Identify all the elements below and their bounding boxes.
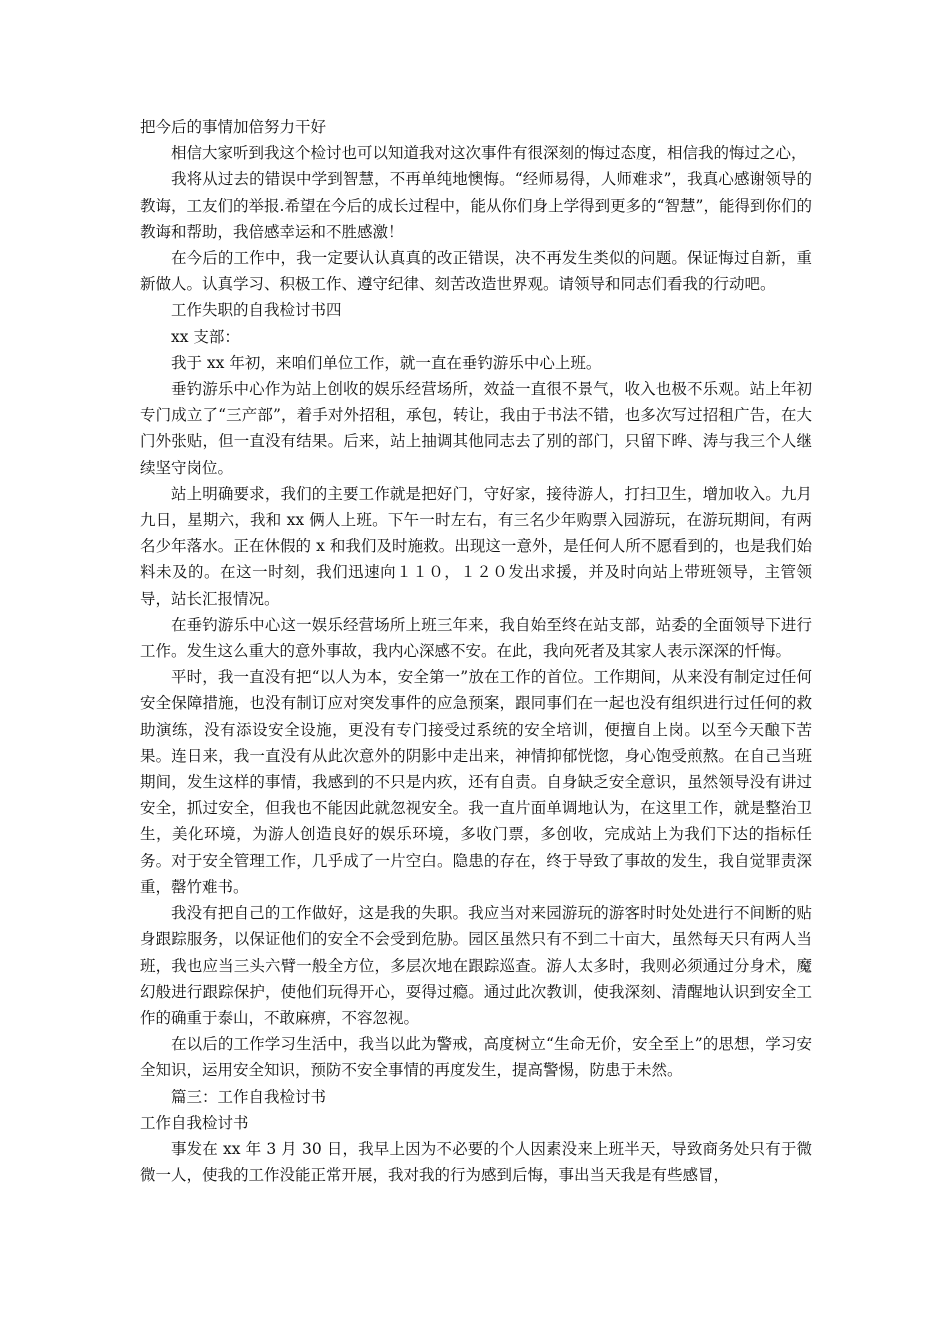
paragraph: 垂钓游乐中心作为站上创收的娱乐经营场所，效益一直很不景气，收入也极不乐观。站上年初专门成立了“三产部”，着手对外招租，承包，转让，我由于书法不错，也多次写过招租广告，在大门外张贴，但一直没有结果。后来，站上抽调其他同志去了别的部门，只留下晔、涛与我三个人继续坚守岗位。 xyxy=(140,380,812,477)
paragraph: 平时，我一直没有把“以人为本，安全第一”放在工作的首位。工作期间，从来没有制定过任何安全保障措施，也没有制订应对突发事件的应急预案，跟同事们在一起也没有组织进行过任何的救助演练，没有添设安全设施，更没有专门接受过系统的安全培训，便擅自上岗。以至今天酿下苦果。连日来，我一直没有从此次意外的阴影中走出来，神情抑郁恍惚，身心饱受煎熬。在自己当班期间，发生这样的事情，我感到的不只是内疚，还有自责。自身缺乏安全意识，虽然领导没有讲过安全，抓过安全，但我也不能因此就忽视安全。我一直片面单调地认为，在这里工作，就是整治卫生，美化环境，为游人创造良好的娱乐环境，多收门票，多创收，完成站上为我们下达的指标任务。对于安全管理工作，几乎成了一片空白。隐患的存在，终于导致了事故的发生，我自觉罪责深重，罄竹难书。 xyxy=(140,668,812,896)
document-page xyxy=(140,114,812,1188)
paragraph: 在垂钓游乐中心这一娱乐经营场所上班三年来，我自始至终在站支部，站委的全面领导下进行工作。发生这么重大的意外事故，我内心深感不安。在此，我向死者及其家人表示深深的忏悔。 xyxy=(140,615,812,661)
paragraph: 把今后的事情加倍努力干好 xyxy=(140,118,327,136)
document-title: 工作自我检讨书 xyxy=(140,1113,249,1132)
paragraph: 站上明确要求，我们的主要工作就是把好门，守好家，接待游人，打扫卫生，增加收入。九月九日，星期六，我和 xx 俩人上班。下午一时左右，有三名少年购票入园游玩，在游玩期间，有两名少年落水。正在休假的 x 和我们及时施救。出现这一意外，是任何人所不愿看到的，也是我们始料未及的。在这一时刻，我们迅速向１１０，１２０发出求援，并及时向站上带班领导，主管领导，站长汇报情况。 xyxy=(140,484,812,608)
paragraph: 在今后的工作中，我一定要认认真真的改正错误，决不再发生类似的问题。保证悔过自新，重新做人。认真学习、积极工作、遵守纪律、刻苦改造世界观。请领导和同志们看我的行动吧。 xyxy=(140,249,812,294)
paragraph: 我于 xx 年初，来咱们单位工作，就一直在垂钓游乐中心上班。 xyxy=(171,353,602,372)
paragraph: 我没有把自己的工作做好，这是我的失职。我应当对来园游玩的游客时时处处进行不间断的贴身跟踪服务，以保证他们的安全不会受到危胁。园区虽然只有不到二十亩大，虽然每天只有两人当班，我也应当三头六臂一般全方位，多层次地在跟踪巡查。游人太多时，我则必须通过分身术，魔幻般进行跟踪保护，使他们玩得开心，耍得过瘾。通过此次教训，使我深刻、清醒地认识到安全工作的确重于泰山，不敢麻痹，不容忽视。 xyxy=(140,904,812,1027)
paragraph: 我将从过去的错误中学到智慧，不再单纯地懊悔。“经师易得，人师难求”，我真心感谢领导的教诲，工友们的举报.希望在今后的成长过程中，能从你们身上学得到更多的“智慧”，能得到你们的教诲和帮助，我倍感幸运和不胜感激！ xyxy=(140,170,812,241)
paragraph: 在以后的工作学习生活中，我当以此为警戒，高度树立“生命无价，安全至上”的思想，学习安全知识，运用安全知识，预防不安全事情的再度发生，提高警惕，防患于未然。 xyxy=(140,1035,812,1080)
section-heading: 工作失职的自我检讨书四 xyxy=(171,301,342,320)
section-heading: 篇三：工作自我检讨书 xyxy=(171,1087,327,1106)
salutation: xx 支部： xyxy=(171,327,240,346)
paragraph: 事发在 xx 年 3 月 30 日，我早上因为不必要的个人因素没来上班半天，导致商务处只有于微微一人，使我的工作没能正常开展，我对我的行为感到后悔，事出当天我是有些感冒， xyxy=(140,1139,812,1185)
paragraph: 相信大家听到我这个检讨也可以知道我对这次事件有很深刻的悔过态度，相信我的悔过之心， xyxy=(171,144,807,163)
